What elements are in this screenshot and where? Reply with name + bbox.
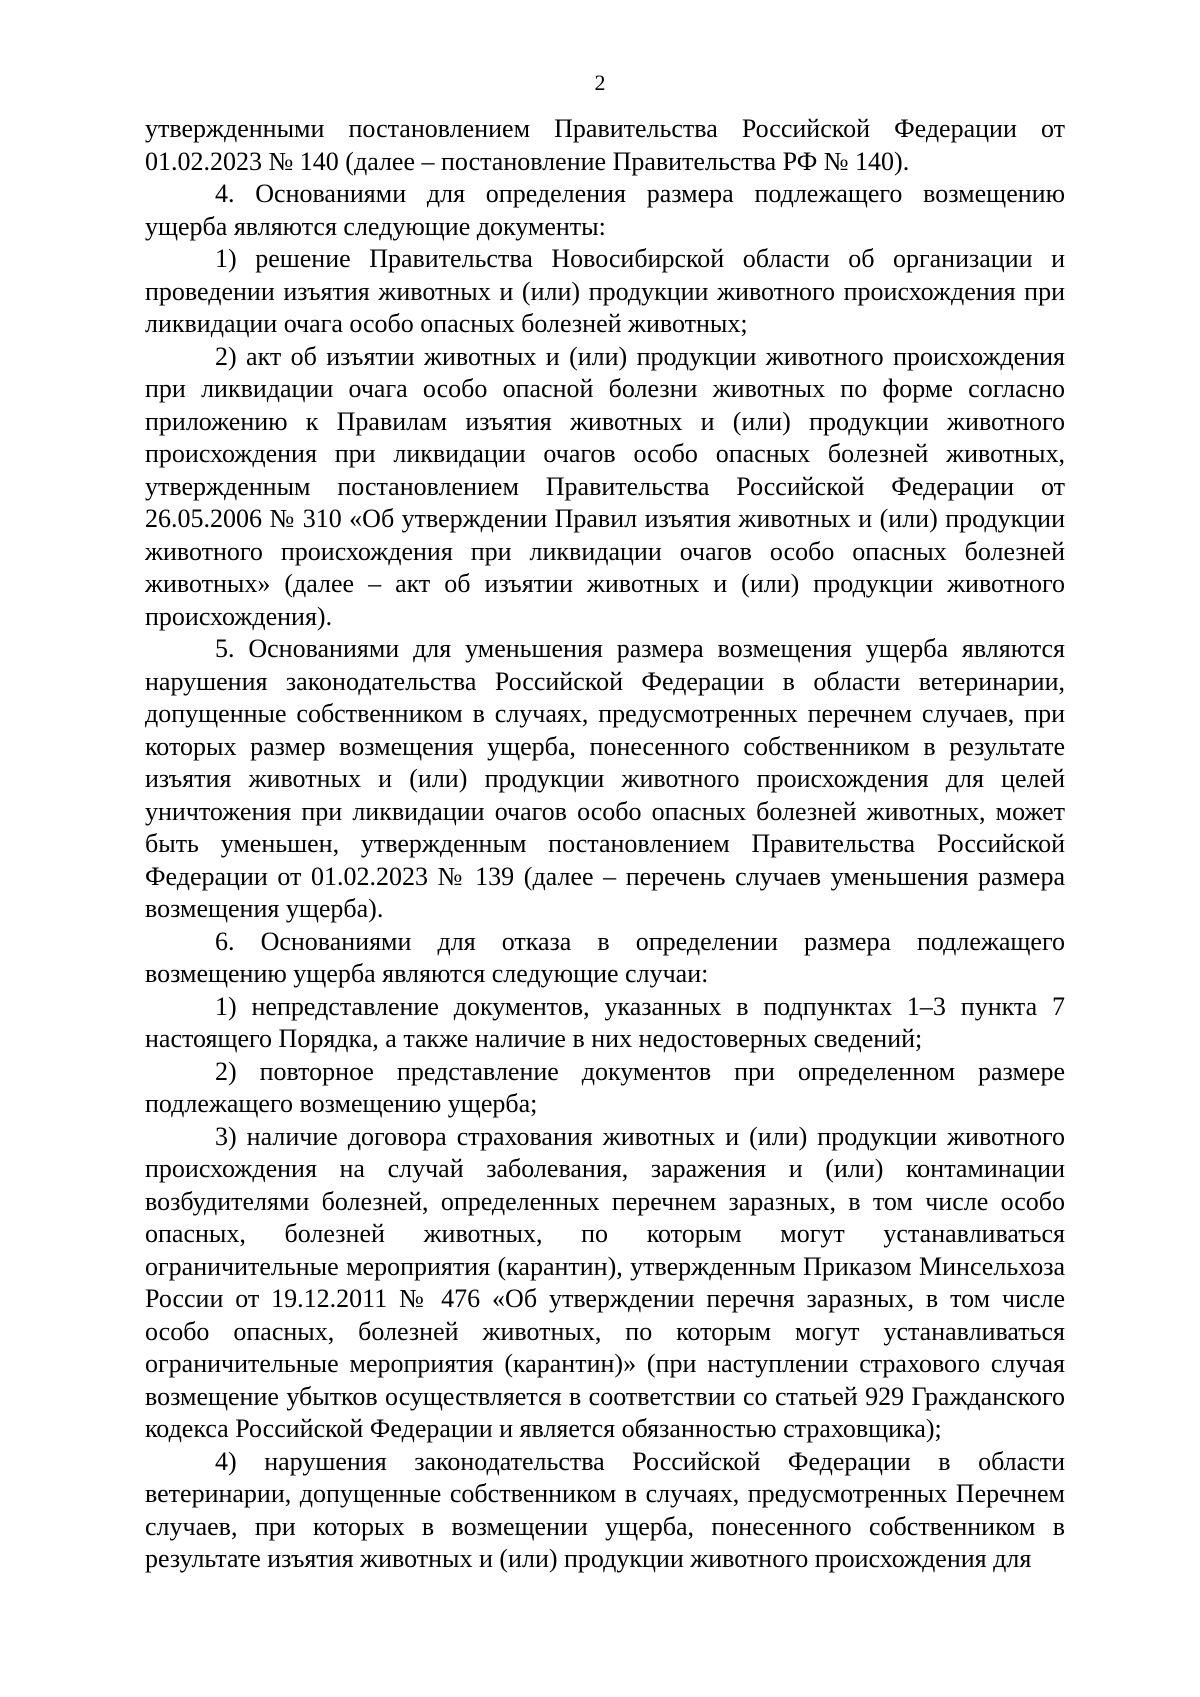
paragraph-item-6: 6. Основаниями для отказа в определении размера подлежащего возмещению ущерба являются следующие случаи: [145,926,1065,988]
paragraph-item-6-4: 4) нарушения законодательства Российской Федерации в области ветеринарии, допущенные собственником в случаях, предусмотренных Перечнем случаев, при которых в возмещении ущерба, понесенного собственником в результате изъятия животных и (или) продукции животного происхождения для [145,1446,1065,1573]
paragraph-item-4-1: 1) решение Правительства Новосибирской области об организации и проведении изъятия животных и (или) продукции животного происхождения при ликвидации очага особо опасных болезней животных; [145,244,1065,338]
page-number: 2 [594,70,606,95]
paragraph-item-6-2: 2) повторное представление документов при определенном размере подлежащего возмещению ущерба; [145,1056,1065,1118]
paragraph-continuation: утвержденными постановлением Правительства Российской Федерации от 01.02.2023 № 140 (далее – постановление Правительства РФ № 140). [145,114,1065,176]
paragraph-item-4-2: 2) акт об изъятии животных и (или) продукции животного происхождения при ликвидации очага особо опасной болезни животных по форме согласно приложению к Правилам изъятия животных и (или) продукции животного происхождения при ликвидации очагов особо опасных болезней животных, утвержденным постановлением Правительства Российской Федерации от 26.05.2006 № 310 «Об утверждении Правил изъятия животных и (или) продукции животного происхождения при ликвидации очагов особо опасных болезней животных» (далее – акт об изъятии животных и (или) продукции животного происхождения). [145,341,1065,631]
paragraph-item-6-1: 1) непредставление документов, указанных в подпунктах 1–3 пункта 7 настоящего Порядка, а также наличие в них недостоверных сведений; [145,991,1065,1053]
paragraph-item-5: 5. Основаниями для уменьшения размера возмещения ущерба являются нарушения законодательства Российской Федерации в области ветеринарии, допущенные собственником в случаях, предусмотренных перечнем случаев, при которых размер возмещения ущерба, понесенного собственником в результате изъятия животных и (или) продукции животного происхождения для целей уничтожения при ликвидации очагов особо опасных болезней животных, может быть уменьшен, утвержденным постановлением Правительства Российской Федерации от 01.02.2023 № 139 (далее – перечень случаев уменьшения размера возмещения ущерба). [145,634,1065,923]
paragraph-item-6-3: 3) наличие договора страхования животных и (или) продукции животного происхождения на случай заболевания, заражения и (или) контаминации возбудителями болезней, определенных перечнем заразных, в том числе особо опасных, болезней животных, по которым могут устанавливаться ограничительные мероприятия (карантин), утвержденным Приказом Минсельхоза России от 19.12.2011 № 476 «Об утверждении перечня заразных, в том числе особо опасных, болезней животных, по которым могут устанавливаться ограничительные мероприятия (карантин)» (при наступлении страхового случая возмещение убытков осуществляется в соответствии со статьей 929 Гражданского кодекса Российской Федерации и является обязанностью страховщика); [145,1121,1065,1443]
paragraph-item-4: 4. Основаниями для определения размера подлежащего возмещению ущерба являются следующие документы: [145,179,1065,241]
document-body [145,113,1065,1576]
